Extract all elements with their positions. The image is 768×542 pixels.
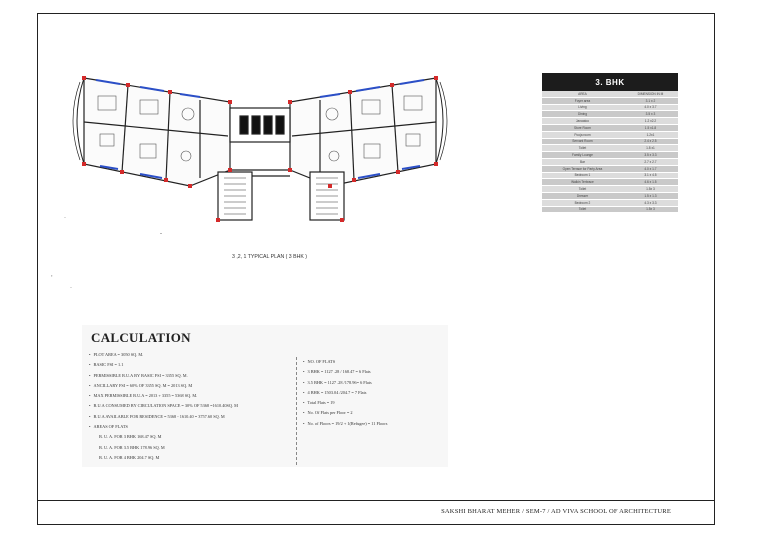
area-name-cell: Janaatoo: [542, 118, 623, 125]
area-name-cell: Dining: [542, 111, 623, 118]
area-table-row: [542, 131, 678, 138]
area-table-row: [542, 172, 678, 179]
dimension-cell: 3.1 x 2: [623, 97, 678, 104]
area-name-cell: Toilet: [542, 206, 623, 213]
dimension-cell: 3.1 x 4.5: [623, 172, 678, 179]
calculation-title: CALCULATION: [91, 330, 191, 345]
drawing-mark: ·: [70, 285, 72, 291]
dimension-cell: 2.4 x 2.5: [623, 138, 678, 145]
flat-count-item: • No. of Floors = 19/2 + 1(Refugee) = 11 Floors: [303, 419, 387, 429]
dimension-cell: 1.5x 3: [623, 186, 678, 193]
dimension-cell: 3.5 x 3.3: [623, 152, 678, 159]
dimension-cell: DIMENSION IN M: [623, 91, 678, 97]
area-name-cell: Bedroom 2: [542, 199, 623, 206]
calculation-item: • B.U.A CONSUMED BY CIRCULATION SPACE = 30% OF 5368 =1610.40SQ. M: [89, 401, 238, 411]
flat-area-item: B. U. A. FOR 3 BHK 168.47 SQ. M: [99, 434, 162, 440]
calculation-item: • ANCILLARY FSI = 60% OF 3355 SQ. M = 2013 SQ. M: [89, 381, 238, 391]
dimension-cell: 1.5 x 1.3: [623, 192, 678, 199]
area-table-row: [542, 118, 678, 125]
dimension-cell: 1.2x1: [623, 131, 678, 138]
area-table-row: [542, 124, 678, 131]
flat-area-item: B. U. A. FOR 4 BHK 204.7 SQ. M: [99, 454, 160, 460]
calculation-item: • PERMISSIBLE B.U.A BY BASIC FSI = 3355 SQ. M.: [89, 371, 238, 381]
plan-caption: 3 ,2, 1 TYPICAL PLAN ( 3 BHK ): [232, 254, 307, 260]
area-table-row: [542, 192, 678, 199]
calculation-item: • MAX PERMISSIBLE B.U.A = 2013 + 3355 = 5368 SQ. M.: [89, 391, 238, 401]
area-name-cell: Foyer area: [542, 97, 623, 104]
area-name-cell: Toilet: [542, 145, 623, 152]
dimension-cell: 4.0 x 1.7: [623, 165, 678, 172]
calculation-item: • AREAS OF FLATS: [89, 422, 238, 432]
area-table-title: 3. BHK: [542, 73, 678, 91]
area-name-cell: Dresser: [542, 192, 623, 199]
area-name-cell: Open Terrace for Party Area: [542, 165, 623, 172]
drawing-mark: ·: [64, 215, 66, 221]
dimension-cell: 4.0 x 3.7: [623, 104, 678, 111]
area-table-row: [542, 138, 678, 145]
area-name-cell: Walkin Terbrace: [542, 179, 623, 186]
flat-count-item: • Total Flats = 19: [303, 398, 387, 408]
area-table-body: [542, 91, 678, 213]
calculation-right-column: [303, 357, 387, 429]
dimension-cell: 4.6 x 1.5: [623, 179, 678, 186]
dimension-cell: 2.7 x 2.7: [623, 158, 678, 165]
area-name-cell: Toilet: [542, 186, 623, 193]
flat-count-item: • NO. OF FLATS: [303, 357, 387, 367]
area-table-row: [542, 199, 678, 206]
area-table-row: [542, 104, 678, 111]
area-table-row: [542, 111, 678, 118]
flat-count-item: • No. Of Flats per Floor = 2: [303, 408, 387, 418]
area-table-row: [542, 97, 678, 104]
drawing-mark: -: [160, 231, 162, 237]
area-name-cell: Servant Room: [542, 138, 623, 145]
typical-floor-plan: [40, 60, 480, 275]
area-name-cell: AREA: [542, 91, 623, 97]
area-table-row: [542, 186, 678, 193]
flat-count-item: • 4 BHK = 1503.04 /204.7 = 7 Flats: [303, 388, 387, 398]
area-table-row: [542, 158, 678, 165]
area-name-cell: Bedroom 1: [542, 172, 623, 179]
dimension-cell: 4.3 x 3.3: [623, 199, 678, 206]
area-table-row: [542, 165, 678, 172]
area-table-row: [542, 152, 678, 159]
area-name-cell: Store Room: [542, 124, 623, 131]
area-name-cell: Pooja room: [542, 131, 623, 138]
flat-count-item: • 3.5 BHK = 1127 .28 /178.96= 6 Flats: [303, 378, 387, 388]
flat-area-item: B. U. A. FOR 3.5 BHK 178.96 SQ. M: [99, 444, 165, 450]
calculation-item: • PLOT AREA = 3050 SQ. M.: [89, 350, 238, 360]
calculation-item: • BASIC FSI = 1.1: [89, 360, 238, 370]
column-divider: [296, 357, 297, 465]
area-table-row: [542, 206, 678, 213]
dimension-cell: 1.5x 3: [623, 206, 678, 213]
flat-count-item: • 3 BHK = 1127 .28 / 168.47 = 6 Flats: [303, 367, 387, 377]
dimension-cell: 1.2 x2.2: [623, 118, 678, 125]
area-table-row: [542, 145, 678, 152]
drawing-mark: ,: [51, 272, 53, 278]
calculation-left-column: [89, 350, 238, 463]
title-block-text: SAKSHI BHARAT MEHER / SEM-7 / AD VIVA SCHOOL OF ARCHITECTURE: [441, 508, 671, 515]
title-block: [37, 500, 715, 524]
area-name-cell: Bar: [542, 158, 623, 165]
area-schedule-table: [542, 73, 678, 213]
calculation-item: • B.U.A AVAILABLE FOR RESIDENCE = 5368 - 1610.40 = 3757.60 SQ. M: [89, 412, 238, 422]
dimension-cell: 1.8 x1: [623, 145, 678, 152]
area-name-cell: Family Lounge: [542, 152, 623, 159]
dimension-cell: 1.5 x1.8: [623, 124, 678, 131]
area-table-row: [542, 179, 678, 186]
dimension-cell: 3.5 x 3: [623, 111, 678, 118]
area-name-cell: Living: [542, 104, 623, 111]
